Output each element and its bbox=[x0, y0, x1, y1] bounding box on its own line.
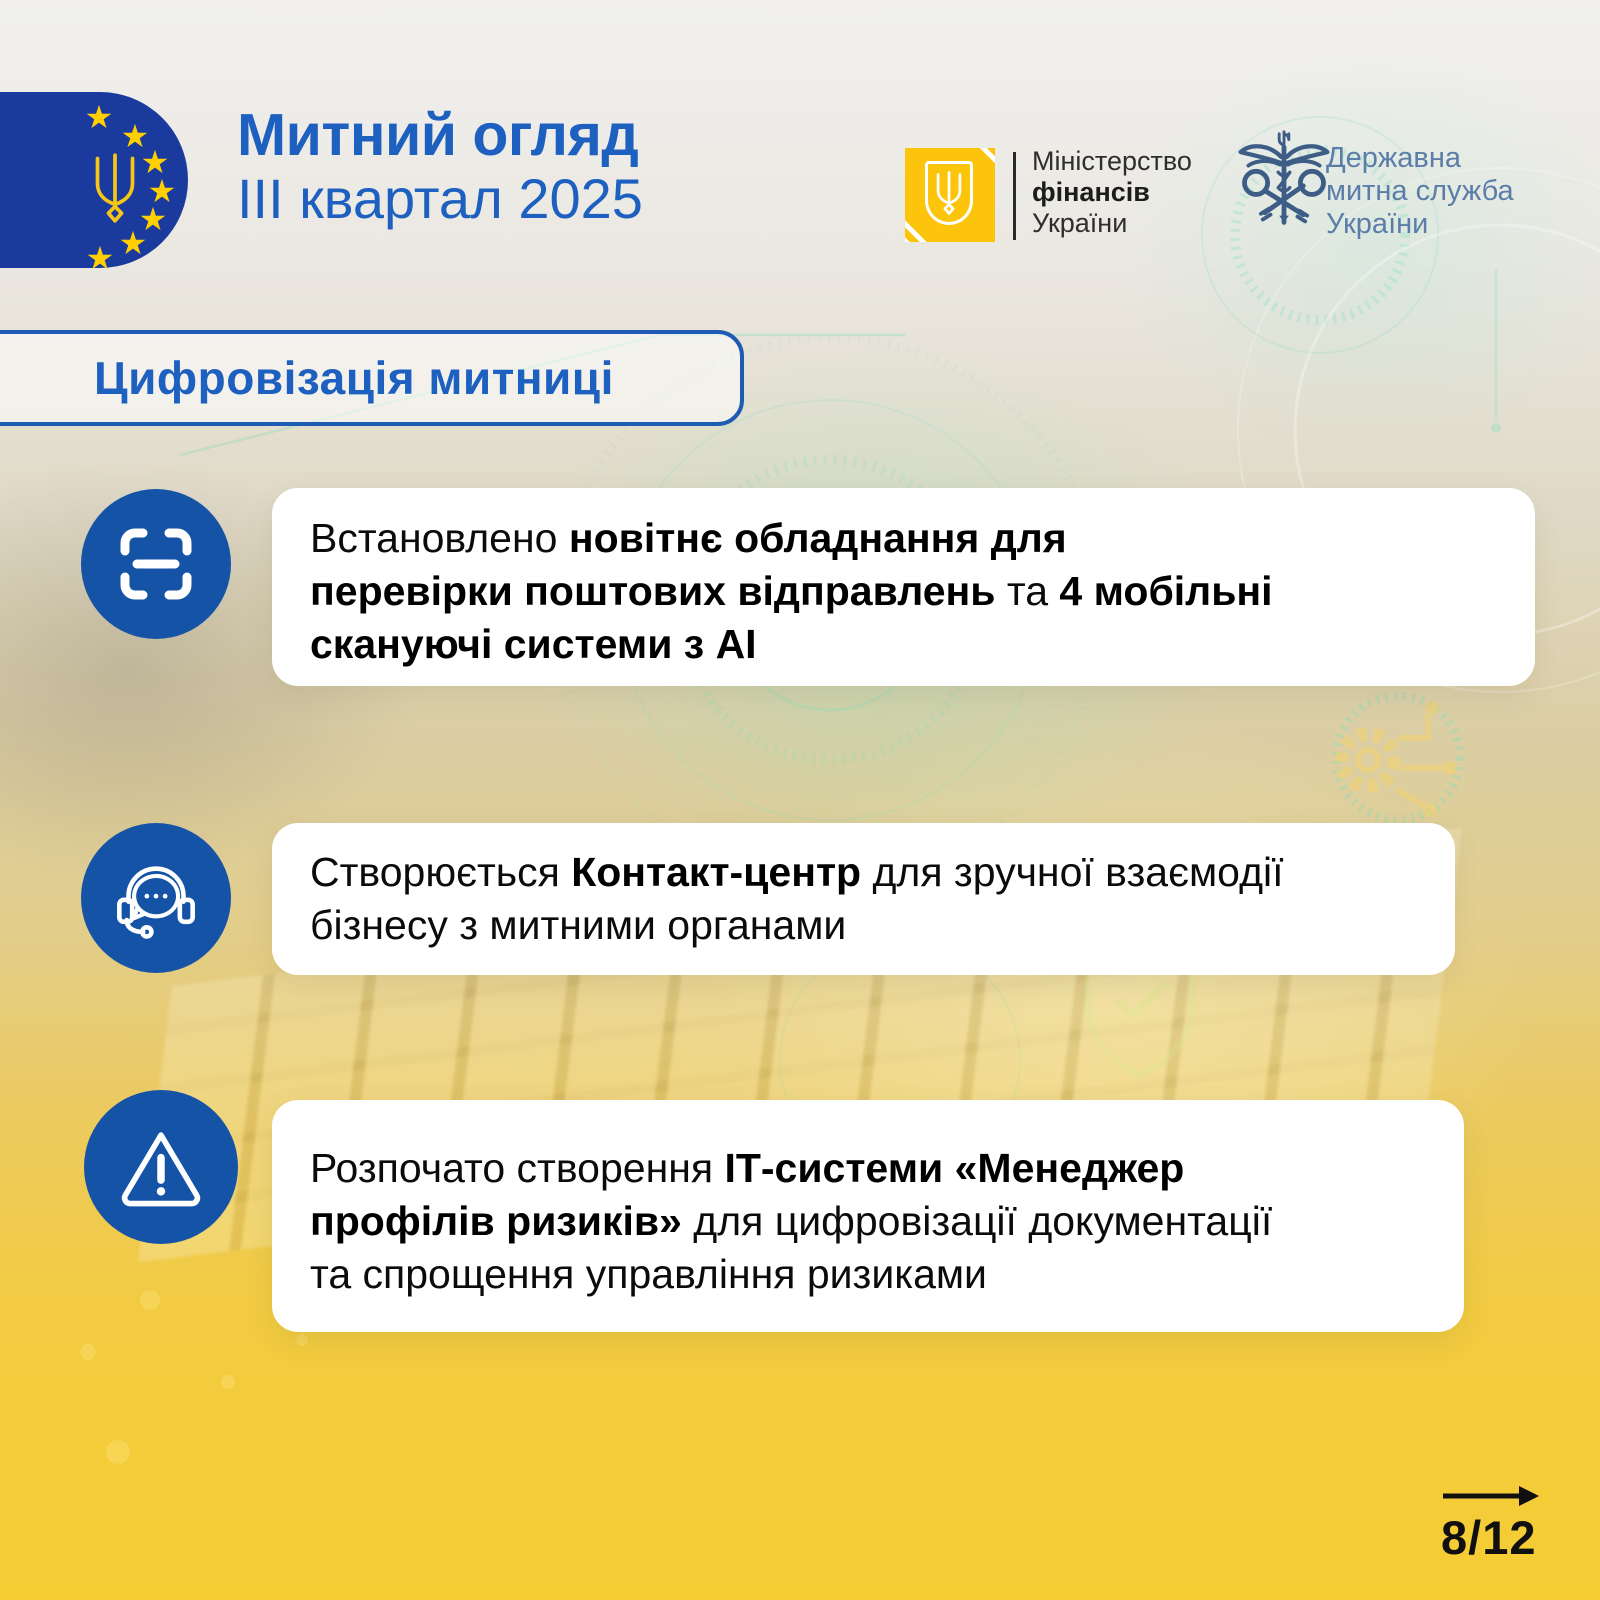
minfin-logo-text bbox=[1032, 146, 1192, 239]
warning-triangle-icon bbox=[116, 1122, 206, 1212]
eu-star-icon: ★ bbox=[85, 240, 115, 276]
eu-star-icon: ★ bbox=[140, 144, 170, 180]
arrow-right-icon bbox=[1441, 1484, 1541, 1508]
info-card bbox=[272, 823, 1455, 975]
eu-star-icon: ★ bbox=[147, 173, 177, 209]
eu-star-icon: ★ bbox=[118, 225, 148, 261]
card-text: Створюється Контакт-центр для зручної взаємодії бізнесу з митними органами bbox=[310, 849, 1284, 948]
scan-frame-icon bbox=[115, 523, 197, 605]
customs-line3: України bbox=[1326, 208, 1429, 240]
customs-logo-text bbox=[1326, 142, 1514, 241]
trident-icon bbox=[90, 153, 140, 223]
section-label: Цифровізація митниці bbox=[94, 352, 614, 404]
page-number: 8/12 bbox=[1441, 1511, 1537, 1564]
title-line2: III квартал 2025 bbox=[237, 166, 643, 230]
eu-ukraine-badge bbox=[0, 92, 188, 276]
trident-shield-icon bbox=[925, 161, 973, 225]
card-text: Розпочато створення ІТ-системи «Менеджер профілів ризиків» для цифровізації документації та спрощення управління ризиками bbox=[310, 1145, 1273, 1297]
minfin-logo bbox=[905, 148, 995, 242]
headset-chat-icon bbox=[112, 854, 200, 942]
section-label-box bbox=[0, 330, 744, 426]
info-card bbox=[272, 1100, 1464, 1332]
eu-star-icon: ★ bbox=[120, 118, 150, 154]
minfin-line2: фінансів bbox=[1032, 177, 1150, 207]
customs-line2: митна служба bbox=[1326, 175, 1514, 207]
risk-warning-badge bbox=[84, 1090, 238, 1244]
minfin-line3: України bbox=[1032, 208, 1128, 238]
customs-caduceus-icon bbox=[1232, 128, 1336, 232]
customs-line1: Державна bbox=[1326, 142, 1461, 174]
card-text: Встановлено новітнє обладнання для перевірки поштових відправлень та 4 мобільні скануючі системи з АІ bbox=[310, 515, 1273, 667]
title-line1: Митний огляд bbox=[237, 102, 639, 168]
eu-star-icon: ★ bbox=[84, 99, 114, 135]
info-card bbox=[272, 488, 1535, 686]
logo-divider bbox=[1013, 152, 1016, 240]
page-title bbox=[237, 104, 643, 230]
eu-star-icon: ★ bbox=[138, 201, 168, 237]
minfin-line1: Міністерство bbox=[1032, 146, 1192, 176]
contact-center-badge bbox=[81, 823, 231, 973]
scan-icon-badge bbox=[81, 489, 231, 639]
